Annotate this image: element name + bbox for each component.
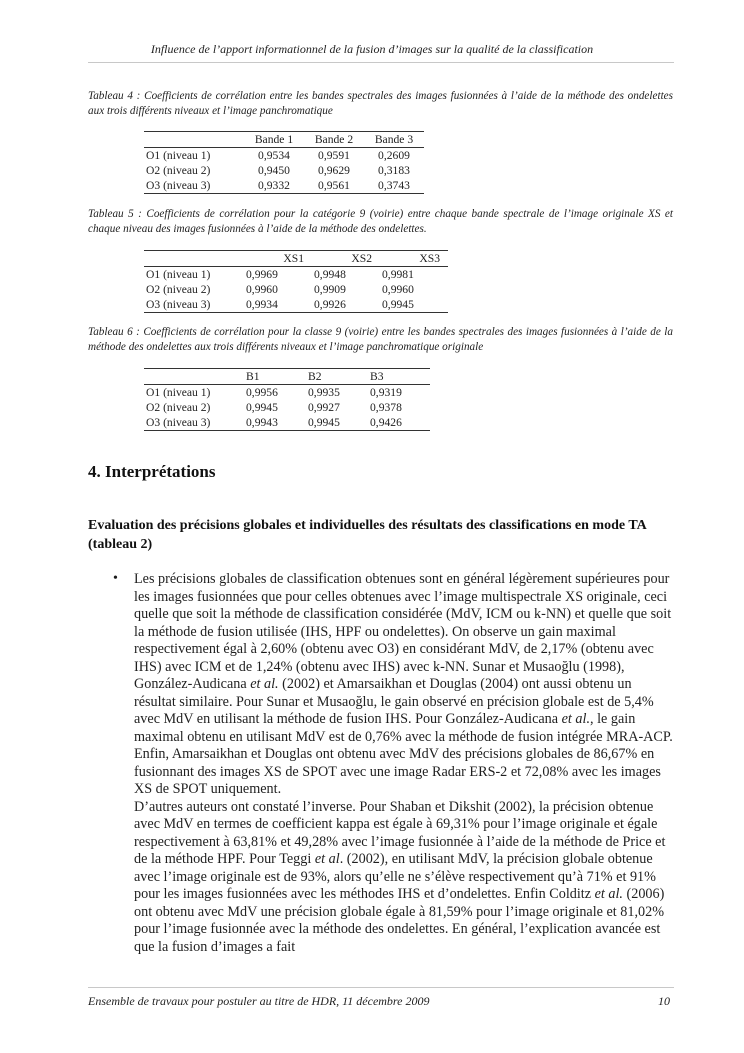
table-cell: 0,9332	[244, 178, 304, 194]
table-cell: 0,9981	[380, 267, 448, 283]
table-cell: 0,9948	[312, 267, 380, 283]
footer-rule	[88, 987, 674, 988]
table-cell: 0,9935	[306, 385, 368, 401]
table-cell: 0,9591	[304, 148, 364, 164]
subsection-heading: Evaluation des précisions globales et individuelles des résultats des classifications en mode TA (tableau 2)	[88, 518, 646, 552]
italic-run: et al.	[561, 711, 590, 727]
paragraph-1	[134, 571, 674, 799]
table-cell: 0,9926	[312, 297, 380, 313]
footer-text: Ensemble de travaux pour postuler au titre de HDR, 11 décembre 2009	[88, 994, 430, 1008]
table-row	[144, 148, 424, 164]
row-label: O2 (niveau 2)	[146, 283, 211, 296]
italic-run: et al	[314, 851, 340, 867]
section-heading: 4. Interprétations	[88, 462, 216, 481]
column-header: B3	[368, 369, 430, 385]
row-label: O1 (niveau 1)	[144, 267, 244, 283]
column-header: Bande 2	[304, 132, 364, 148]
table-corner-cell	[144, 251, 244, 267]
table-cell: 0,9534	[244, 148, 304, 164]
table-header-row	[144, 132, 424, 148]
column-header: B2	[306, 369, 368, 385]
page-number: 10	[658, 994, 670, 1008]
bullet-marker: •	[113, 571, 118, 586]
italic-run: et al.	[594, 886, 623, 902]
row-label: O1 (niveau 1)	[144, 148, 244, 164]
table-cell: 0,9927	[308, 401, 340, 414]
bullet-paragraph	[134, 571, 674, 956]
table-row	[144, 282, 448, 297]
text-run: Les précisions globales de classification obtenues sont en général légèrement supérieures pour les images fusionnées que pour celles obtenues avec l’image multispectrale XS originale, ceci quelle que soit la méthode de classification considérée (MdV, ICM ou k-NN) et quelle que soit la méthode de fusion utilisée (IHS, HPF ou ondelettes). On observe un gain maximal respectivement égal à 2,60% (obtenu avec O3) en considérant MdV, de 2,17% (obtenu avec IHS) avec ICM et de 1,24% (obtenu avec IHS) avec k-NN. Sunar et Musaoğlu (1998), González-Audicana	[134, 571, 672, 692]
header-rule	[88, 62, 674, 63]
text-run: , le gain maximal obtenu en utilisant MdV est de 0,76% avec la méthode de fusion intégrée MRA-ACP. Enfin, Amarsaikhan et Douglas ont obtenu avec MdV des précisions globales de 86,67% en fusionnant des images XS de SPOT avec une image Radar ERS-2 et 72,08% avec les images XS de SPOT uniquement.	[134, 711, 673, 797]
table-cell: 0,9960	[246, 283, 278, 296]
row-label: O3 (niveau 3)	[144, 178, 244, 194]
table-cell: 0,9934	[244, 297, 312, 313]
column-header: XS3	[380, 251, 448, 267]
table-row	[144, 163, 424, 178]
row-label: O3 (niveau 3)	[144, 415, 244, 431]
column-header: B1	[244, 369, 306, 385]
table-header-row	[144, 369, 430, 385]
table-cell: 0,2609	[364, 148, 424, 164]
table-row	[144, 385, 430, 401]
table-row	[144, 297, 448, 313]
table-cell: 0,9319	[368, 385, 430, 401]
table-row	[144, 267, 448, 283]
column-header: XS2	[312, 251, 380, 267]
table-cell: 0,3743	[364, 178, 424, 194]
column-header: Bande 1	[244, 132, 304, 148]
table-cell: 0,9561	[304, 178, 364, 194]
table-corner-cell	[144, 369, 244, 385]
table-cell: 0,9378	[370, 401, 402, 414]
table-row	[144, 400, 430, 415]
table6	[144, 368, 430, 431]
table-header-row	[144, 251, 448, 267]
text-run: . (2002), en utilisant MdV, la précision globale obtenue avec l’image originale est de 93%, alors qu’elle ne s’élève respectivement qu’à 71% et 91% pour les images fusionnées avec les méthodes IHS et d’ondelettes. Enfin Colditz	[134, 851, 656, 902]
table-cell: 0,9945	[306, 415, 368, 431]
row-label: O3 (niveau 3)	[144, 297, 244, 313]
column-header: XS1	[244, 251, 312, 267]
table6-caption: Tableau 6 : Coefficients de corrélation pour la classe 9 (voirie) entre les bandes spectrales des images fusionnées à l’aide de la méthode des ondelettes aux trois différents niveaux et l’image panchromatique originale	[88, 326, 673, 353]
row-label: O1 (niveau 1)	[144, 385, 244, 401]
table-cell: 0,9629	[318, 164, 350, 177]
table4	[144, 131, 424, 194]
text-run: (2006) ont obtenu avec MdV une précision globale égale à 81,59% pour l’image originale et 81,02% pour l’image fusionnée avec la méthode des ondelettes. En général, l’explication avancée est que la fusion d’images a fait	[134, 886, 665, 955]
table-cell: 0,9426	[368, 415, 430, 431]
row-label: O2 (niveau 2)	[146, 164, 211, 177]
table-cell: 0,9969	[244, 267, 312, 283]
table-cell: 0,9960	[382, 283, 414, 296]
text-run: (2002) et Amarsaikhan et Douglas (2004) ont aussi obtenu un résultat similaire. Pour Sunar et Musaoğlu, le gain observé en précision globale est de 5,4% avec MdV en utilisant la méthode de fusion IHS. Pour González-Audicana	[134, 676, 654, 727]
text-run: D’autres auteurs ont constaté l’inverse. Pour Shaban et Dikshit (2002), la précision obtenue avec MdV en termes de coefficient kappa est égale à 69,31% pour l’image originale et égale respectivement à 63,81% et 49,28% avec l’image fusionnée à l’aide de la méthode de Price et de la méthode HPF. Pour Teggi	[134, 798, 666, 867]
italic-run: et al.	[250, 676, 279, 692]
paragraph-2	[134, 799, 674, 957]
table-corner-cell	[144, 132, 244, 148]
table-row	[144, 415, 430, 431]
table-cell: 0,9909	[314, 283, 346, 296]
table5-caption: Tableau 5 : Coefficients de corrélation pour la catégorie 9 (voirie) entre chaque bande spectrale de l’image originale XS et chaque niveau des images fusionnées à l’aide de la méthode des ondelettes.	[88, 208, 673, 235]
table4-caption: Tableau 4 : Coefficients de corrélation entre les bandes spectrales des images fusionnées à l’aide de la méthode des ondelettes aux trois différents niveaux et l’image panchromatique	[88, 90, 673, 117]
table-cell: 0,9956	[244, 385, 306, 401]
column-header: Bande 3	[364, 132, 424, 148]
running-header: Influence de l’apport informationnel de la fusion d’images sur la qualité de la classification	[150, 42, 594, 56]
table-cell: 0,9943	[244, 415, 306, 431]
table-cell: 0,9945	[380, 297, 448, 313]
table-cell: 0,3183	[378, 164, 410, 177]
table-cell: 0,9945	[246, 401, 278, 414]
row-label: O2 (niveau 2)	[146, 401, 211, 414]
table5	[144, 250, 448, 313]
table-cell: 0,9450	[258, 164, 290, 177]
table-row	[144, 178, 424, 194]
